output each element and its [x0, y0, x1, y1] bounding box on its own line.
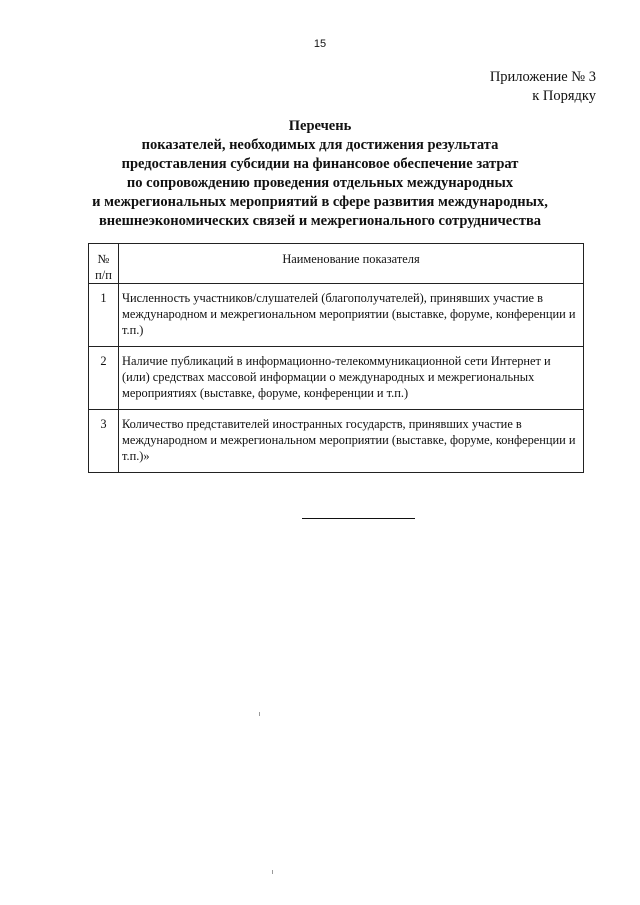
heading-line: и межрегиональных мероприятий в сфере развития международных, — [92, 194, 548, 210]
column-header-number-symbol: № — [97, 252, 110, 266]
scan-speck — [272, 870, 273, 874]
indicators-table — [88, 243, 584, 473]
heading-line: по сопровождению проведения отдельных международных — [126, 175, 514, 191]
appendix-target: к Порядку — [532, 88, 596, 104]
heading-title: Перечень — [288, 118, 352, 134]
table-row — [89, 284, 584, 347]
row-number: 1 — [89, 284, 119, 347]
appendix-reference — [490, 68, 596, 106]
indicator-name: Наличие публикаций в информационно-телекоммуникационной сети Интернет и (или) средствах массовой информации о международных и межрегиональных мероприятиях (выставке, форуме, конференции и т.п.) — [119, 347, 584, 410]
end-of-document-rule — [302, 518, 415, 519]
heading-line: показателей, необходимых для достижения результата — [141, 137, 499, 153]
heading-line: внешнеэкономических связей и межрегионального сотрудничества — [98, 213, 542, 229]
column-header-number — [89, 244, 119, 284]
indicator-name: Количество представителей иностранных государств, принявших участие в международном и межрегиональном мероприятии (выставке, форуме, конференции и т.п.)» — [119, 410, 584, 473]
column-header-name: Наименование показателя — [119, 244, 584, 284]
column-header-number-abbr: п/п — [95, 268, 112, 282]
document-heading — [0, 117, 640, 231]
indicator-name: Численность участников/слушателей (благополучателей), принявших участие в международном и межрегиональном мероприятии (выставке, форуме, конференции и т.п.) — [119, 284, 584, 347]
page-number: 15 — [313, 38, 327, 50]
row-number: 3 — [89, 410, 119, 473]
heading-line: предоставления субсидии на финансовое обеспечение затрат — [121, 156, 519, 172]
table-header-row — [89, 244, 584, 284]
table-row — [89, 347, 584, 410]
row-number: 2 — [89, 347, 119, 410]
appendix-number: Приложение № 3 — [489, 69, 596, 85]
table-row — [89, 410, 584, 473]
scan-speck — [259, 712, 260, 716]
